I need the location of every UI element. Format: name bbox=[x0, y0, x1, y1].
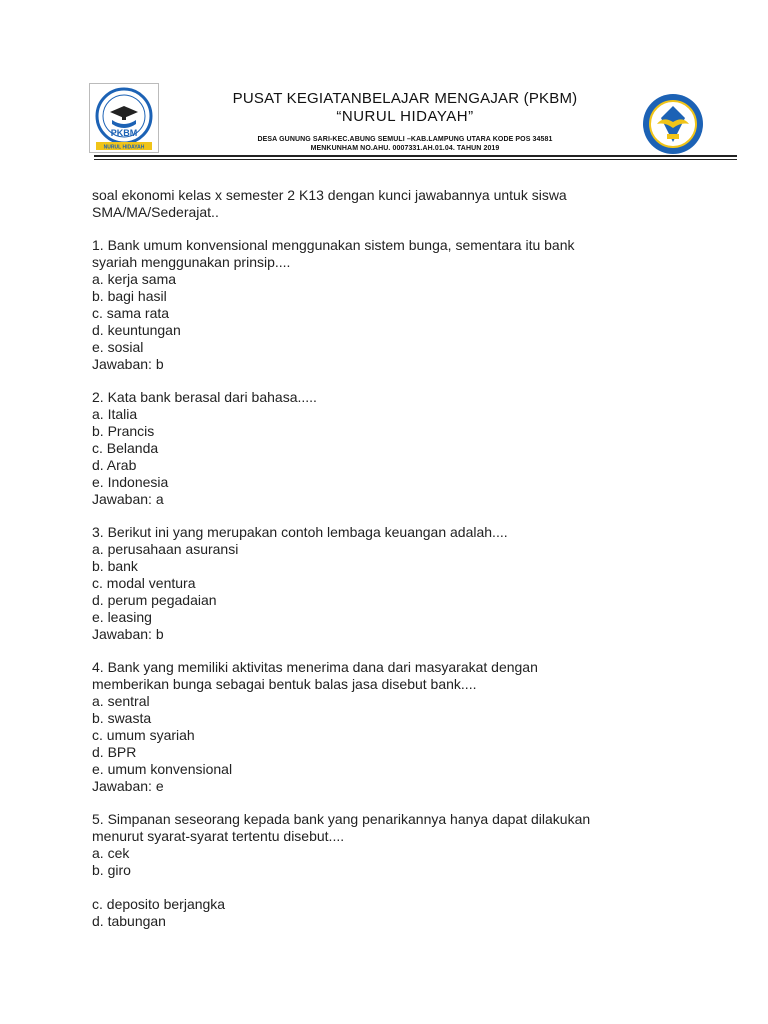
option: e. umum konvensional bbox=[92, 761, 233, 777]
pkbm-logo bbox=[89, 83, 159, 153]
blank-line bbox=[92, 879, 692, 896]
option: a. cek bbox=[92, 845, 130, 861]
option: c. umum syariah bbox=[92, 727, 195, 743]
option: d. keuntungan bbox=[92, 322, 181, 338]
question-text: syariah menggunakan prinsip.... bbox=[92, 254, 291, 270]
option: e. sosial bbox=[92, 339, 144, 355]
ministry-logo bbox=[641, 92, 705, 156]
option: e. Indonesia bbox=[92, 474, 169, 490]
letterhead-rule-thin bbox=[94, 159, 737, 160]
answer-key: Jawaban: b bbox=[92, 626, 164, 642]
intro-line: soal ekonomi kelas x semester 2 K13 dengan kunci jawabannya untuk siswa bbox=[92, 187, 567, 203]
option: a. kerja sama bbox=[92, 271, 177, 287]
institution-address: DESA GUNUNG SARI-KEC.ABUNG SEMULI –KAB.LAMPUNG UTARA KODE POS 34581 bbox=[257, 136, 553, 143]
question-5 bbox=[92, 811, 692, 930]
option: a. sentral bbox=[92, 693, 150, 709]
option: b. giro bbox=[92, 862, 131, 878]
question-text: memberikan bunga sebagai bentuk balas jasa disebut bank.... bbox=[92, 676, 477, 692]
question-text: 4. Bank yang memiliki aktivitas menerima dana dari masyarakat dengan bbox=[92, 659, 538, 675]
answer-key: Jawaban: a bbox=[92, 491, 164, 507]
option: a. perusahaan asuransi bbox=[92, 541, 239, 557]
option: b. swasta bbox=[92, 710, 152, 726]
intro-paragraph bbox=[92, 187, 692, 221]
pkbm-emblem-icon bbox=[90, 84, 158, 152]
option: c. modal ventura bbox=[92, 575, 196, 591]
option: d. BPR bbox=[92, 744, 137, 760]
option: c. Belanda bbox=[92, 440, 159, 456]
question-text: 5. Simpanan seseorang kepada bank yang penarikannya hanya dapat dilakukan bbox=[92, 811, 591, 827]
option: d. perum pegadaian bbox=[92, 592, 217, 608]
option: a. Italia bbox=[92, 406, 138, 422]
option: e. leasing bbox=[92, 609, 152, 625]
institution-registration: MENKUNHAM NO.AHU. 0007331.AH.01.04. TAHUN 2019 bbox=[310, 145, 500, 152]
institution-title: PUSAT KEGIATANBELAJAR MENGAJAR (PKBM) bbox=[232, 90, 578, 107]
question-2 bbox=[92, 389, 692, 508]
question-1 bbox=[92, 237, 692, 373]
question-4 bbox=[92, 659, 692, 795]
question-text: menurut syarat-syarat tertentu disebut.... bbox=[92, 828, 345, 844]
option: d. tabungan bbox=[92, 913, 166, 929]
option: b. Prancis bbox=[92, 423, 155, 439]
question-3 bbox=[92, 524, 692, 643]
letterhead-rule-thick bbox=[94, 155, 737, 157]
answer-key: Jawaban: b bbox=[92, 356, 164, 372]
answer-key: Jawaban: e bbox=[92, 778, 164, 794]
logo-banner-text: NURUL HIDAYAH bbox=[103, 144, 145, 151]
letterhead bbox=[150, 90, 660, 153]
intro-line: SMA/MA/Sederajat.. bbox=[92, 204, 219, 220]
option: b. bagi hasil bbox=[92, 288, 167, 304]
option: b. bank bbox=[92, 558, 138, 574]
question-text: 3. Berikut ini yang merupakan contoh lembaga keuangan adalah.... bbox=[92, 524, 508, 540]
ministry-emblem-icon bbox=[641, 92, 705, 156]
institution-name: “NURUL HIDAYAH” bbox=[336, 108, 474, 125]
question-text: 1. Bank umum konvensional menggunakan sistem bunga, sementara itu bank bbox=[92, 237, 575, 253]
option: c. deposito berjangka bbox=[92, 896, 226, 912]
logo-text: PKBM bbox=[110, 128, 138, 138]
option: d. Arab bbox=[92, 457, 137, 473]
question-text: 2. Kata bank berasal dari bahasa..... bbox=[92, 389, 317, 405]
document-body bbox=[92, 187, 692, 946]
option: c. sama rata bbox=[92, 305, 170, 321]
